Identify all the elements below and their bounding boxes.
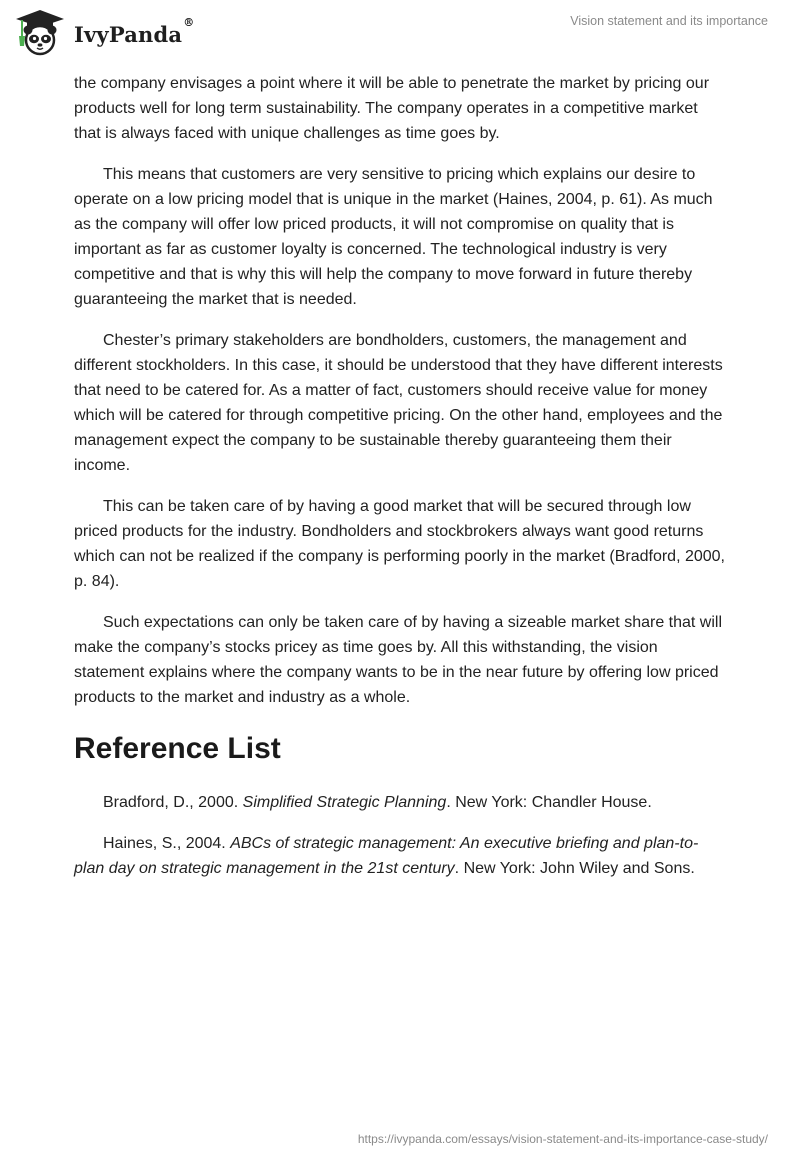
body-paragraph: Such expectations can only be taken care of by having a sizeable market share that will make the company’s stocks pricey as time goes by. All this withstanding, the vision statement explains where the company wants to be in the near future by offering low priced products to the market and industry as a whole. [74,614,723,706]
reference-publisher: . New York: John Wiley and Sons. [454,860,695,877]
page-header [0,0,800,60]
reference-author-year: Haines, S., 2004. [103,835,231,852]
reference-author-year: Bradford, D., 2000. [103,794,243,811]
ivypanda-logo[interactable] [14,8,194,56]
reference-entry [74,831,726,881]
registered-mark: ® [183,15,195,29]
essay-content [74,71,726,897]
source-url-link[interactable]: https://ivypanda.com/essays/vision-statement-and-its-importance-case-study/ [357,1132,768,1146]
reference-list-heading: Reference List [74,732,281,765]
running-title: Vision statement and its importance [570,14,768,28]
body-paragraph: This can be taken care of by having a good market that will be secured through low priced products for the industry. Bondholders and stockbrokers always want good returns which can not be realized if the company is performing poorly in the market (Bradford, 2000, p. 84). [74,498,725,590]
body-paragraph: the company envisages a point where it will be able to penetrate the market by pricing our products well for long term sustainability. The company operates in a competitive market that is always faced with unique challenges as time goes by. [74,75,710,142]
brand-name: IvyPanda® [74,15,195,47]
reference-title: ABCs of strategic management: An executive briefing and plan-to- plan day on strategic management in the 21st century [74,835,699,877]
reference-entry [74,790,726,815]
body-paragraph: This means that customers are very sensitive to pricing which explains our desire to operate on a low pricing model that is unique in the market (Haines, 2004, p. 61). As much as the company will offer low priced products, it will not compromise on quality that is important as far as customer loyalty is concerned. The technological industry is very competitive and that is why this will help the company to move forward in future thereby guaranteeing the market that is needed. [74,166,713,308]
reference-title: Simplified Strategic Planning [242,794,447,811]
panda-graduate-icon [14,8,66,56]
body-paragraph: Chester’s primary stakeholders are bondholders, customers, the management and different stockholders. In this case, it should be understood that they have different interests that need to be catered for. As a matter of fact, customers should receive value for money which will be catered for through competitive pricing. On the other hand, employees and the management expect the company to be sustainable thereby guaranteeing them their income. [74,332,723,474]
reference-publisher: . New York: Chandler House. [446,794,652,811]
